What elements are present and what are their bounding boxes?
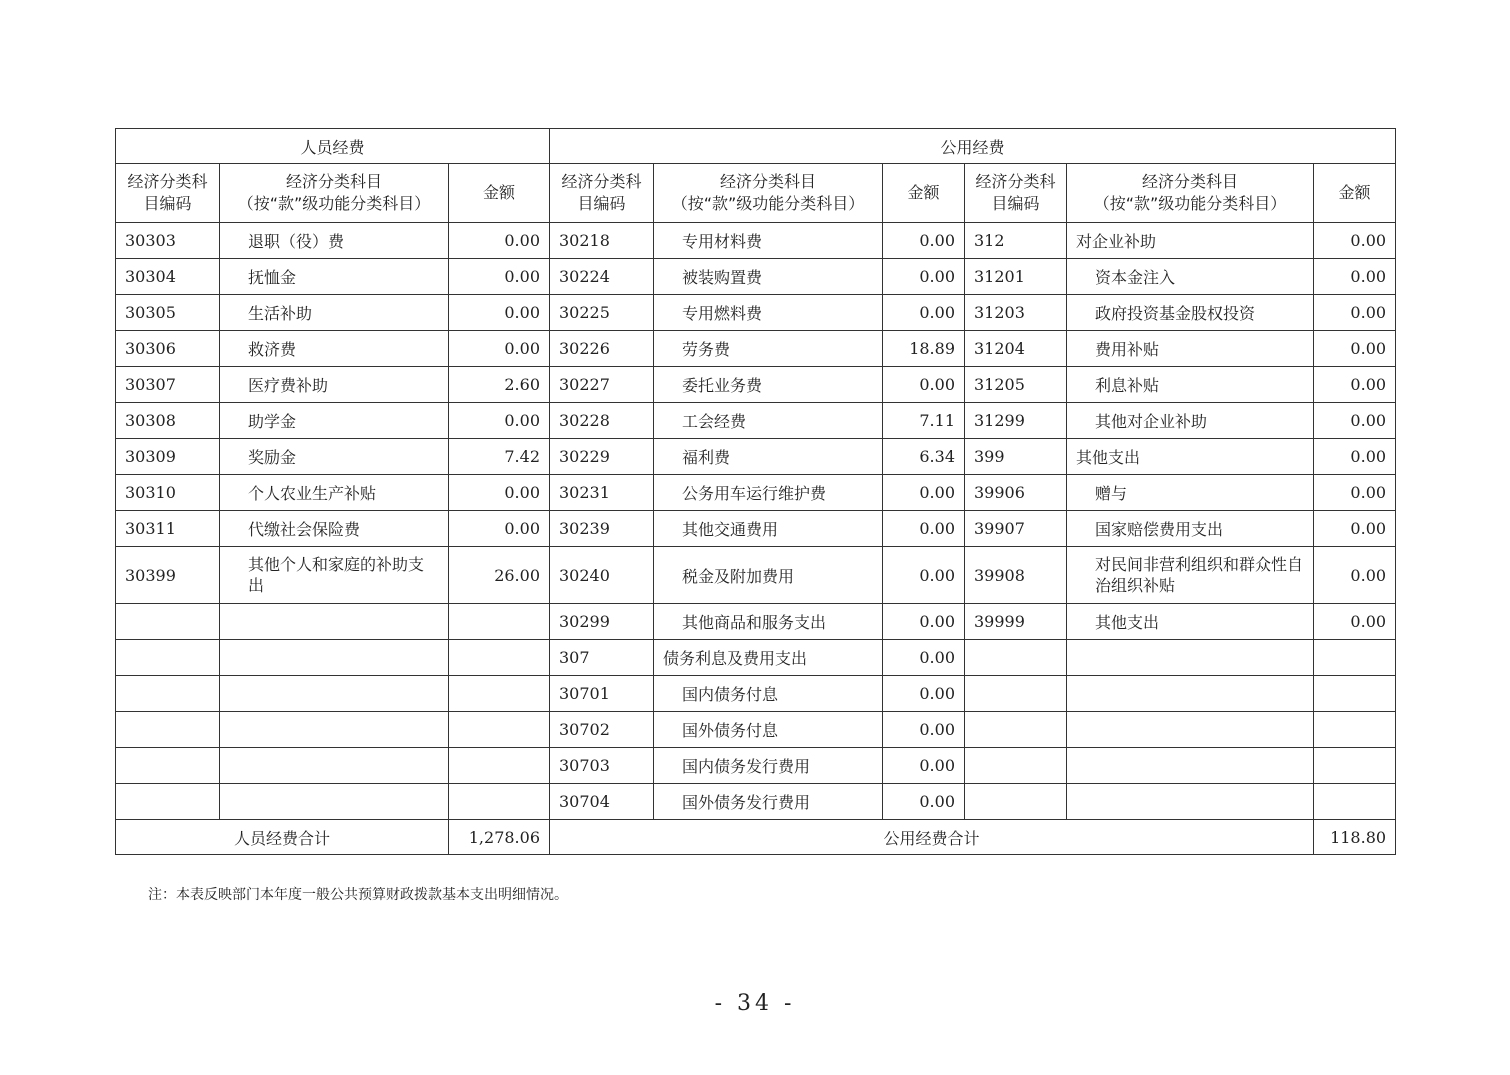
public-amount-cell: 0.00 xyxy=(883,475,965,511)
public-amount-cell: 0.00 xyxy=(883,295,965,331)
other-name-cell xyxy=(1067,676,1314,712)
public-amount-cell: 0.00 xyxy=(883,511,965,547)
subject-header-line2: （按“款”级功能分类科目） xyxy=(1093,194,1287,213)
public-name-cell: 专用燃料费 xyxy=(654,295,883,331)
public-amount-cell: 0.00 xyxy=(883,604,965,640)
personnel-code-cell xyxy=(116,712,220,748)
public-code-cell: 307 xyxy=(550,640,654,676)
personnel-code-cell xyxy=(116,676,220,712)
other-amount-cell xyxy=(1314,640,1396,676)
personnel-amount-cell: 0.00 xyxy=(449,475,550,511)
public-code-cell: 30225 xyxy=(550,295,654,331)
public-name-cell: 国外债务发行费用 xyxy=(654,784,883,820)
amount-header: 金额 xyxy=(1314,164,1396,223)
public-code-cell: 30704 xyxy=(550,784,654,820)
other-code-cell: 312 xyxy=(965,223,1067,259)
other-amount-cell: 0.00 xyxy=(1314,331,1396,367)
public-code-cell: 30218 xyxy=(550,223,654,259)
other-amount-cell: 0.00 xyxy=(1314,439,1396,475)
other-name-cell xyxy=(1067,748,1314,784)
personnel-name-cell: 助学金 xyxy=(220,403,449,439)
code-header: 经济分类科目编码 xyxy=(116,164,220,223)
personnel-code-cell: 30399 xyxy=(116,547,220,604)
personnel-amount-cell xyxy=(449,676,550,712)
personnel-code-cell: 30308 xyxy=(116,403,220,439)
personnel-amount-cell: 26.00 xyxy=(449,547,550,604)
table-note: 注：本表反映部门本年度一般公共预算财政拨款基本支出明细情况。 xyxy=(148,887,568,903)
public-name-cell: 专用材料费 xyxy=(654,223,883,259)
public-name-cell: 公务用车运行维护费 xyxy=(654,475,883,511)
public-amount-cell: 0.00 xyxy=(883,676,965,712)
totals-row xyxy=(116,820,1396,855)
public-code-cell: 30229 xyxy=(550,439,654,475)
table-row xyxy=(116,331,1396,367)
personnel-code-cell: 30311 xyxy=(116,511,220,547)
other-name-cell: 对民间非营利组织和群众性自治组织补贴 xyxy=(1067,547,1314,604)
personnel-name-cell xyxy=(220,640,449,676)
table-row xyxy=(116,475,1396,511)
personnel-amount-cell: 0.00 xyxy=(449,511,550,547)
subject-header-line1: 经济分类科目 xyxy=(285,172,382,191)
other-name-cell: 政府投资基金股权投资 xyxy=(1067,295,1314,331)
public-amount-cell: 0.00 xyxy=(883,259,965,295)
other-name-cell: 其他支出 xyxy=(1067,439,1314,475)
personnel-name-cell: 救济费 xyxy=(220,331,449,367)
other-code-cell: 31204 xyxy=(965,331,1067,367)
table-row xyxy=(116,748,1396,784)
amount-header: 金额 xyxy=(449,164,550,223)
public-name-cell: 税金及附加费用 xyxy=(654,547,883,604)
table-row xyxy=(116,604,1396,640)
public-name-cell: 福利费 xyxy=(654,439,883,475)
personnel-total-value: 1,278.06 xyxy=(449,820,550,855)
subject-header xyxy=(654,164,883,223)
column-header-row xyxy=(116,164,1396,223)
other-code-cell: 39907 xyxy=(965,511,1067,547)
public-code-cell: 30239 xyxy=(550,511,654,547)
personnel-code-cell: 30307 xyxy=(116,367,220,403)
other-amount-cell: 0.00 xyxy=(1314,367,1396,403)
other-amount-cell xyxy=(1314,748,1396,784)
personnel-total-label: 人员经费合计 xyxy=(116,820,449,855)
other-code-cell xyxy=(965,748,1067,784)
subject-header-line2: （按“款”级功能分类科目） xyxy=(237,194,431,213)
personnel-name-cell xyxy=(220,712,449,748)
public-name-cell: 被装购置费 xyxy=(654,259,883,295)
amount-header: 金额 xyxy=(883,164,965,223)
personnel-code-cell xyxy=(116,784,220,820)
budget-expenditure-table xyxy=(115,128,1396,855)
public-name-cell: 国内债务发行费用 xyxy=(654,748,883,784)
personnel-amount-cell: 2.60 xyxy=(449,367,550,403)
personnel-code-cell: 30309 xyxy=(116,439,220,475)
table-row xyxy=(116,439,1396,475)
other-name-cell: 赠与 xyxy=(1067,475,1314,511)
public-amount-cell: 0.00 xyxy=(883,223,965,259)
personnel-code-cell: 30304 xyxy=(116,259,220,295)
personnel-code-cell: 30306 xyxy=(116,331,220,367)
public-code-cell: 30702 xyxy=(550,712,654,748)
public-code-cell: 30224 xyxy=(550,259,654,295)
group-personnel-header: 人员经费 xyxy=(116,129,550,164)
personnel-name-cell xyxy=(220,676,449,712)
public-code-cell: 30240 xyxy=(550,547,654,604)
public-name-cell: 国外债务付息 xyxy=(654,712,883,748)
public-amount-cell: 0.00 xyxy=(883,547,965,604)
other-amount-cell: 0.00 xyxy=(1314,475,1396,511)
personnel-code-cell: 30305 xyxy=(116,295,220,331)
personnel-amount-cell xyxy=(449,640,550,676)
other-code-cell xyxy=(965,712,1067,748)
public-amount-cell: 6.34 xyxy=(883,439,965,475)
public-name-cell: 其他交通费用 xyxy=(654,511,883,547)
other-name-cell: 利息补贴 xyxy=(1067,367,1314,403)
public-total-value: 118.80 xyxy=(1314,820,1396,855)
public-name-cell: 其他商品和服务支出 xyxy=(654,604,883,640)
other-amount-cell: 0.00 xyxy=(1314,223,1396,259)
personnel-name-cell: 其他个人和家庭的补助支出 xyxy=(220,547,449,604)
other-name-cell: 资本金注入 xyxy=(1067,259,1314,295)
public-code-cell: 30226 xyxy=(550,331,654,367)
other-code-cell: 31203 xyxy=(965,295,1067,331)
public-amount-cell: 0.00 xyxy=(883,640,965,676)
personnel-name-cell: 退职（役）费 xyxy=(220,223,449,259)
other-amount-cell xyxy=(1314,676,1396,712)
subject-header xyxy=(220,164,449,223)
other-code-cell xyxy=(965,676,1067,712)
other-name-cell xyxy=(1067,784,1314,820)
personnel-code-cell: 30310 xyxy=(116,475,220,511)
personnel-name-cell: 生活补助 xyxy=(220,295,449,331)
table-row xyxy=(116,403,1396,439)
other-name-cell xyxy=(1067,640,1314,676)
public-amount-cell: 0.00 xyxy=(883,712,965,748)
group-header-row xyxy=(116,129,1396,164)
table-row xyxy=(116,712,1396,748)
other-amount-cell: 0.00 xyxy=(1314,547,1396,604)
public-amount-cell: 0.00 xyxy=(883,748,965,784)
page-number: - 34 - xyxy=(714,991,796,1016)
other-amount-cell: 0.00 xyxy=(1314,511,1396,547)
public-name-cell: 国内债务付息 xyxy=(654,676,883,712)
table-row xyxy=(116,784,1396,820)
personnel-name-cell xyxy=(220,784,449,820)
personnel-amount-cell: 0.00 xyxy=(449,331,550,367)
public-name-cell: 工会经费 xyxy=(654,403,883,439)
personnel-name-cell: 个人农业生产补贴 xyxy=(220,475,449,511)
personnel-code-cell: 30303 xyxy=(116,223,220,259)
subject-header-line1: 经济分类科目 xyxy=(1141,172,1238,191)
table-row xyxy=(116,547,1396,604)
table-row xyxy=(116,295,1396,331)
code-header: 经济分类科目编码 xyxy=(965,164,1067,223)
other-name-cell: 其他对企业补助 xyxy=(1067,403,1314,439)
table-row xyxy=(116,640,1396,676)
public-amount-cell: 18.89 xyxy=(883,331,965,367)
table-row xyxy=(116,223,1396,259)
personnel-amount-cell: 0.00 xyxy=(449,295,550,331)
public-code-cell: 30703 xyxy=(550,748,654,784)
personnel-amount-cell: 0.00 xyxy=(449,223,550,259)
public-total-label: 公用经费合计 xyxy=(550,820,1314,855)
public-code-cell: 30228 xyxy=(550,403,654,439)
other-code-cell: 399 xyxy=(965,439,1067,475)
other-code-cell: 39908 xyxy=(965,547,1067,604)
other-amount-cell xyxy=(1314,784,1396,820)
personnel-name-cell xyxy=(220,604,449,640)
public-amount-cell: 0.00 xyxy=(883,784,965,820)
personnel-amount-cell xyxy=(449,748,550,784)
other-name-cell: 其他支出 xyxy=(1067,604,1314,640)
personnel-name-cell xyxy=(220,748,449,784)
personnel-name-cell: 代缴社会保险费 xyxy=(220,511,449,547)
personnel-name-cell: 奖励金 xyxy=(220,439,449,475)
other-code-cell: 31299 xyxy=(965,403,1067,439)
personnel-amount-cell xyxy=(449,712,550,748)
other-code-cell: 31201 xyxy=(965,259,1067,295)
table-row xyxy=(116,367,1396,403)
public-code-cell: 30701 xyxy=(550,676,654,712)
other-name-cell xyxy=(1067,712,1314,748)
personnel-amount-cell: 7.42 xyxy=(449,439,550,475)
other-code-cell: 39906 xyxy=(965,475,1067,511)
personnel-amount-cell: 0.00 xyxy=(449,259,550,295)
public-amount-cell: 7.11 xyxy=(883,403,965,439)
other-amount-cell: 0.00 xyxy=(1314,403,1396,439)
personnel-code-cell xyxy=(116,640,220,676)
other-amount-cell: 0.00 xyxy=(1314,259,1396,295)
other-name-cell: 费用补贴 xyxy=(1067,331,1314,367)
code-header: 经济分类科目编码 xyxy=(550,164,654,223)
other-amount-cell xyxy=(1314,712,1396,748)
public-code-cell: 30227 xyxy=(550,367,654,403)
other-name-cell: 对企业补助 xyxy=(1067,223,1314,259)
other-code-cell xyxy=(965,640,1067,676)
personnel-name-cell: 医疗费补助 xyxy=(220,367,449,403)
public-amount-cell: 0.00 xyxy=(883,367,965,403)
other-amount-cell: 0.00 xyxy=(1314,295,1396,331)
other-code-cell: 39999 xyxy=(965,604,1067,640)
public-name-cell: 委托业务费 xyxy=(654,367,883,403)
subject-header xyxy=(1067,164,1314,223)
subject-header-line2: （按“款”级功能分类科目） xyxy=(671,194,865,213)
public-name-cell: 债务利息及费用支出 xyxy=(654,640,883,676)
personnel-amount-cell xyxy=(449,784,550,820)
public-name-cell: 劳务费 xyxy=(654,331,883,367)
table-row xyxy=(116,676,1396,712)
personnel-code-cell xyxy=(116,748,220,784)
personnel-name-cell: 抚恤金 xyxy=(220,259,449,295)
table-row xyxy=(116,259,1396,295)
other-code-cell: 31205 xyxy=(965,367,1067,403)
personnel-amount-cell: 0.00 xyxy=(449,403,550,439)
other-amount-cell: 0.00 xyxy=(1314,604,1396,640)
public-code-cell: 30231 xyxy=(550,475,654,511)
personnel-amount-cell xyxy=(449,604,550,640)
group-public-header: 公用经费 xyxy=(550,129,1396,164)
table-row xyxy=(116,511,1396,547)
other-code-cell xyxy=(965,784,1067,820)
public-code-cell: 30299 xyxy=(550,604,654,640)
personnel-code-cell xyxy=(116,604,220,640)
subject-header-line1: 经济分类科目 xyxy=(719,172,816,191)
other-name-cell: 国家赔偿费用支出 xyxy=(1067,511,1314,547)
